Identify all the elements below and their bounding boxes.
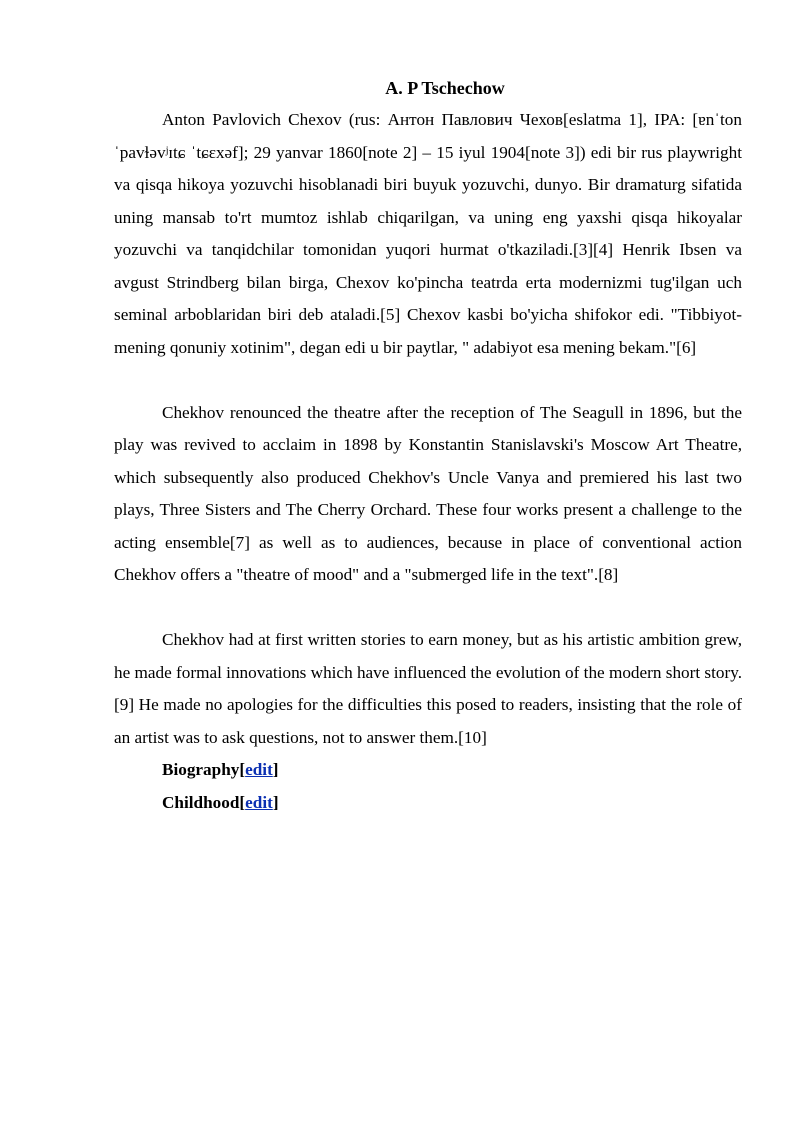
edit-biography-link[interactable]: edit: [245, 760, 273, 779]
heading-biography-text: Biography: [162, 760, 240, 779]
bracket-open: [: [239, 760, 246, 779]
paragraph-intro: Anton Pavlovich Chexov (rus: Антон Павлович Чехов[eslatma 1], IPA: [ɐnˈton ˈpavɫəvʲɪtɕ ˈtɕɛxəf]; 29 yanvar 1860[note 2] – 15 iyul 1904[note 3]) edi bir rus playwright va qisqa hikoya yozuvchi hisoblanadi biri buyuk yozuvchi, dunyo. Bir dramaturg sifatida uning mansab to'rt mumtoz ishlab chiqarilgan, va uning eng yaxshi qisqa hikoyalar yozuvchi va tanqidchilar tomonidan yuqori hurmat o'tkaziladi.[3][4] Henrik Ibsen va avgust Strindberg bilan birga, Chexov ko'pincha teatrda erta modernizmi tug'ilgan uch seminal arboblaridan biri deb ataladi.[5] Chexov kasbi bo'yicha shifokor edi. "Tibbiyot-mening qonuniy xotinim", degan edi u bir paytlar, " adabiyot esa mening bekam."[6]: [114, 110, 742, 357]
document-title: A. P Tschechow: [385, 78, 505, 98]
heading-biography: [162, 754, 742, 787]
paragraph-theatre: Chekhov renounced the theatre after the reception of The Seagull in 1896, but the play was revived to acclaim in 1898 by Konstantin Stanislavski's Moscow Art Theatre, which subsequently also produced Chekhov's Uncle Vanya and premiered his last two plays, Three Sisters and The Cherry Orchard. These four works present a challenge to the acting ensemble[7] as well as to audiences, because in place of conventional action Chekhov offers a "theatre of mood" and a "submerged life in the text".[8]: [114, 402, 742, 584]
heading-childhood: [162, 787, 742, 820]
document-page: [114, 72, 742, 819]
bracket-close: ]: [272, 760, 279, 779]
bracket-open: [: [239, 792, 246, 812]
heading-childhood-text: Childhood: [162, 792, 240, 812]
edit-childhood-link[interactable]: edit: [245, 792, 273, 812]
paragraph-stories: Chekhov had at first written stories to earn money, but as his artistic ambition grew, he made formal innovations which have influenced the evolution of the modern short story.[9] He made no apologies for the difficulties this posed to readers, insisting that the role of an artist was to ask questions, not to answer them.[10]: [114, 630, 742, 747]
bracket-close: ]: [272, 792, 279, 812]
